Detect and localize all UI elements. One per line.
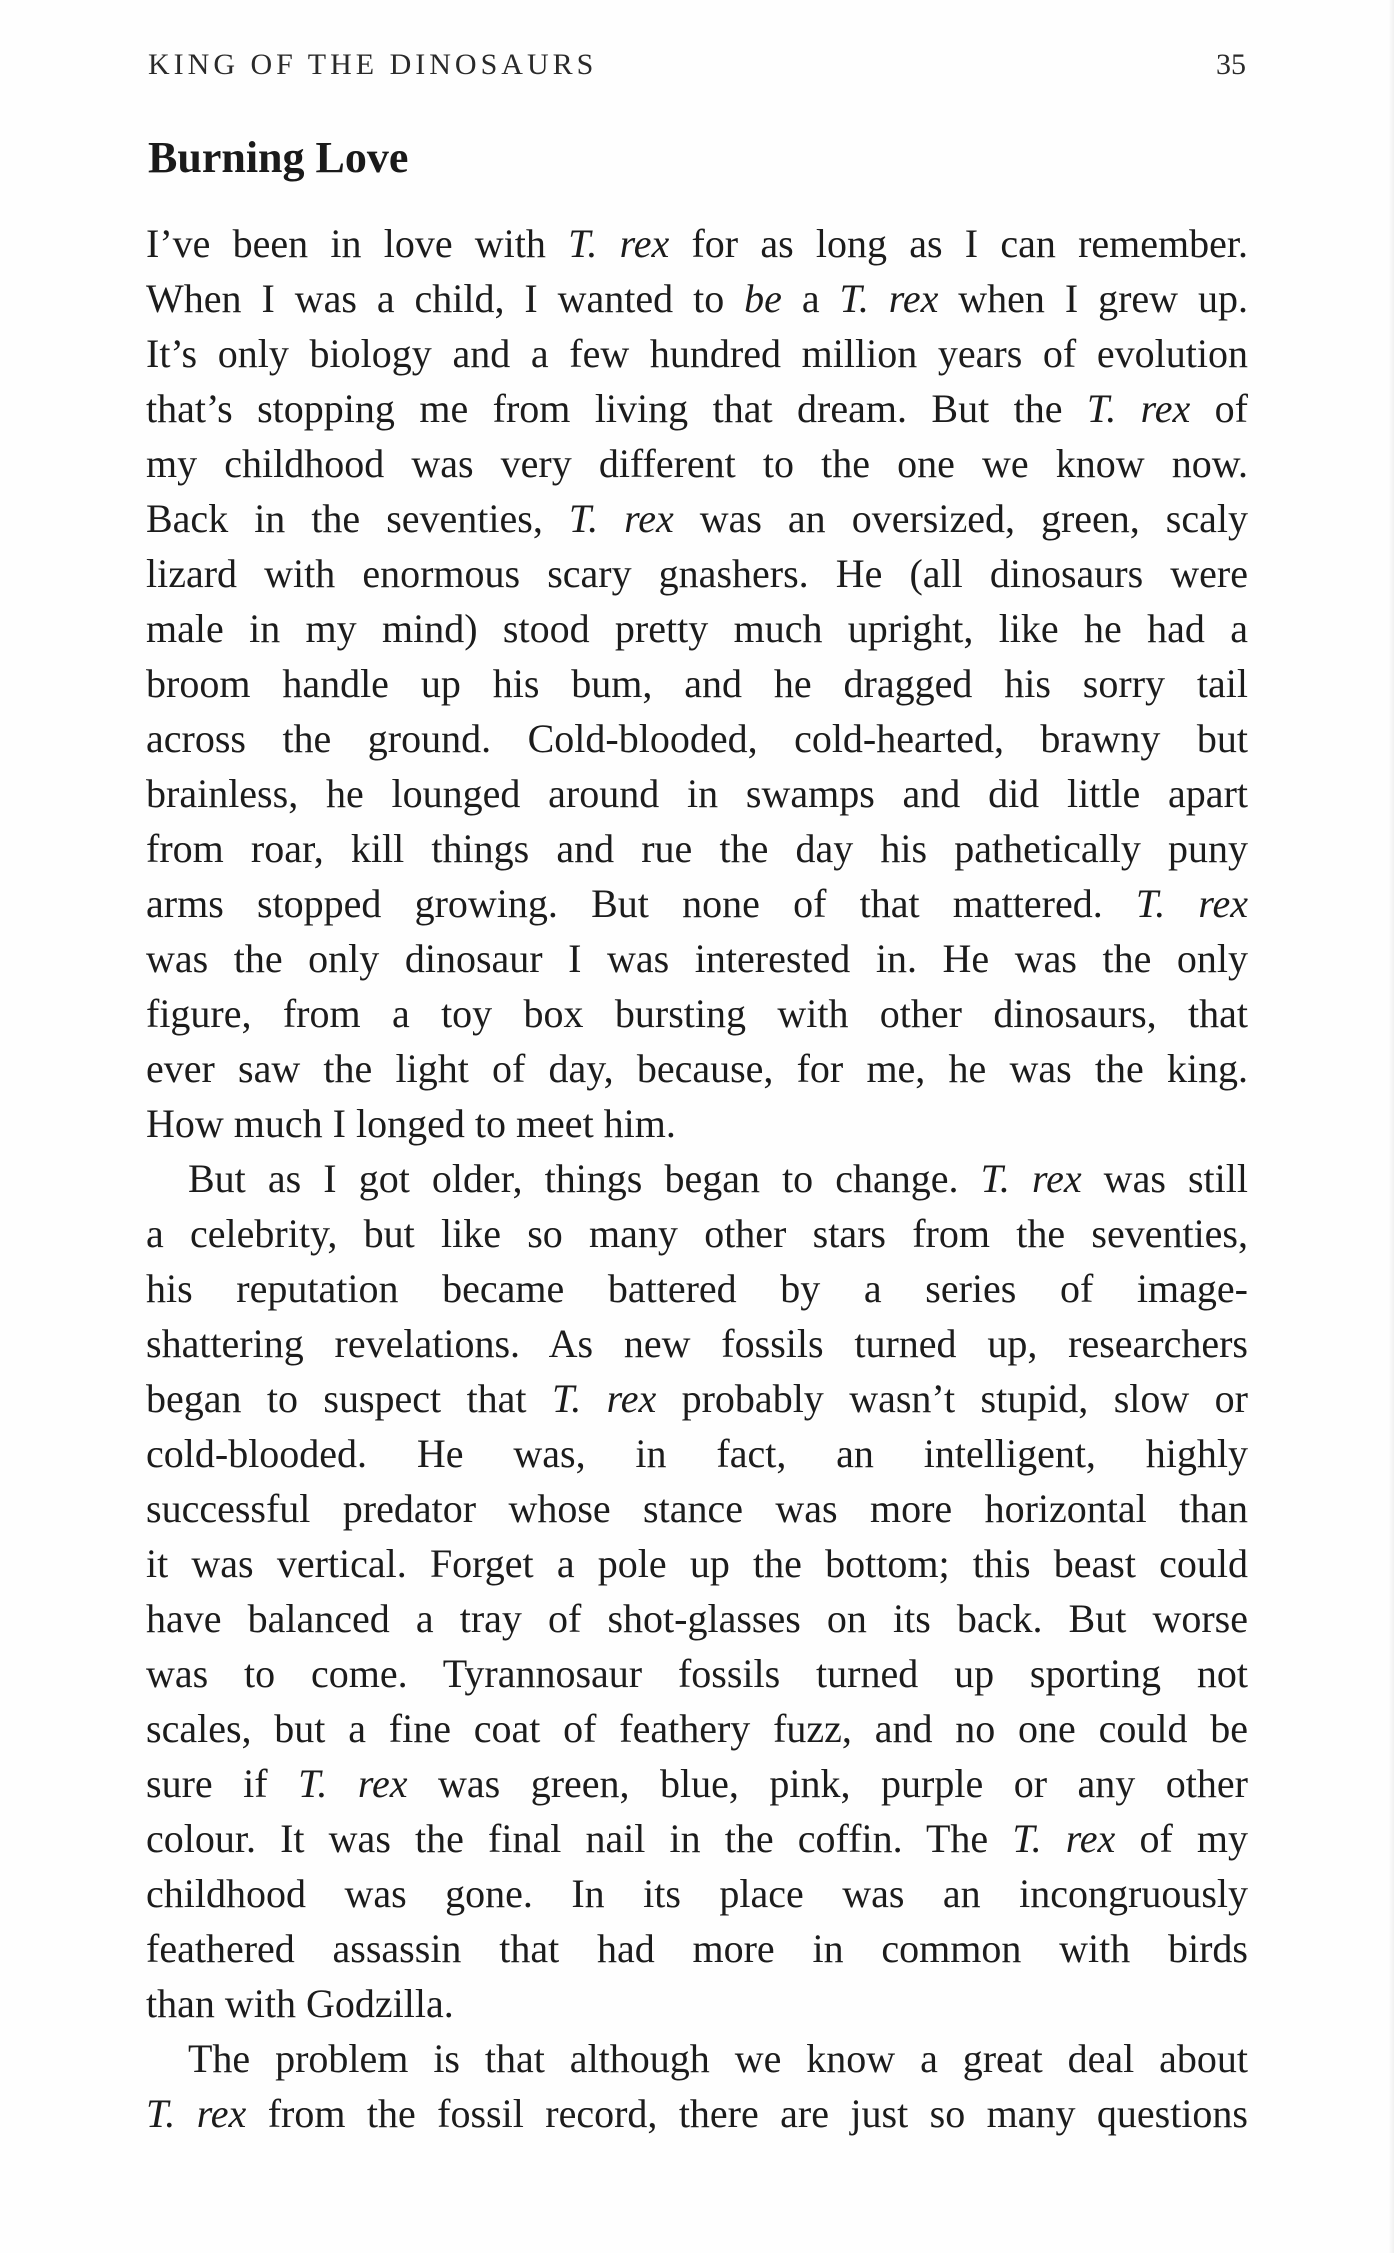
text-line: across the ground. Cold-blooded, cold-hearted, brawny but [146, 716, 1248, 761]
text-line: sure if T. rex was green, blue, pink, purple or any other [146, 1761, 1248, 1806]
text-line: successful predator whose stance was more horizontal than [146, 1486, 1248, 1531]
text-line: Back in the seventies, T. rex was an oversized, green, scaly [146, 496, 1248, 541]
text-line: How much I longed to meet him. [146, 1101, 676, 1146]
text-line: But as I got older, things began to change. T. rex was still [188, 1156, 1248, 1201]
text-line: The problem is that although we know a great deal about [188, 2036, 1248, 2081]
text-line: scales, but a fine coat of feathery fuzz, and no one could be [146, 1706, 1248, 1751]
text-line: colour. It was the final nail in the coffin. The T. rex of my [146, 1816, 1249, 1861]
page-edge-shadow [1388, 0, 1394, 2253]
running-head: KING OF THE DINOSAURS [148, 48, 598, 81]
text-line: from roar, kill things and rue the day his pathetically puny [146, 826, 1248, 871]
text-line: T. rex from the fossil record, there are just so many questions [146, 2091, 1249, 2136]
text-line: childhood was gone. In its place was an incongruously [146, 1871, 1248, 1916]
text-line: arms stopped growing. But none of that mattered. T. rex [146, 881, 1248, 926]
text-line: figure, from a toy box bursting with other dinosaurs, that [146, 991, 1248, 1036]
text-line: It’s only biology and a few hundred million years of evolution [146, 331, 1248, 376]
section-heading: Burning Love [148, 133, 409, 182]
text-line: ever saw the light of day, because, for me, he was the king. [146, 1046, 1248, 1091]
text-line: When I was a child, I wanted to be a T. rex when I grew up. [146, 276, 1249, 321]
text-line: broom handle up his bum, and he dragged his sorry tail [146, 661, 1248, 706]
text-line: his reputation became battered by a series of image- [146, 1266, 1248, 1311]
text-line: shattering revelations. As new fossils turned up, researchers [146, 1321, 1248, 1366]
text-line: a celebrity, but like so many other stars from the seventies, [146, 1211, 1248, 1256]
text-line: cold-blooded. He was, in fact, an intelligent, highly [146, 1431, 1248, 1476]
text-line: it was vertical. Forget a pole up the bottom; this beast could [146, 1541, 1248, 1586]
text-line: was to come. Tyrannosaur fossils turned up sporting not [146, 1651, 1248, 1696]
text-line: I’ve been in love with T. rex for as long as I can remember. [146, 221, 1248, 266]
text-line: began to suspect that T. rex probably wasn’t stupid, slow or [146, 1376, 1248, 1421]
text-line: was the only dinosaur I was interested in. He was the only [146, 936, 1248, 981]
text-line: than with Godzilla. [146, 1981, 454, 2026]
text-line: my childhood was very different to the one we know now. [146, 441, 1248, 486]
text-line: male in my mind) stood pretty much upright, like he had a [146, 606, 1248, 651]
text-line: have balanced a tray of shot-glasses on its back. But worse [146, 1596, 1248, 1641]
text-line: that’s stopping me from living that dream. But the T. rex of [146, 386, 1248, 431]
page-number: 35 [1216, 48, 1246, 81]
text-line: lizard with enormous scary gnashers. He (all dinosaurs were [146, 551, 1248, 596]
text-line: brainless, he lounged around in swamps and did little apart [146, 771, 1248, 816]
body-text [146, 216, 1248, 2141]
text-line: feathered assassin that had more in common with birds [146, 1926, 1248, 1971]
